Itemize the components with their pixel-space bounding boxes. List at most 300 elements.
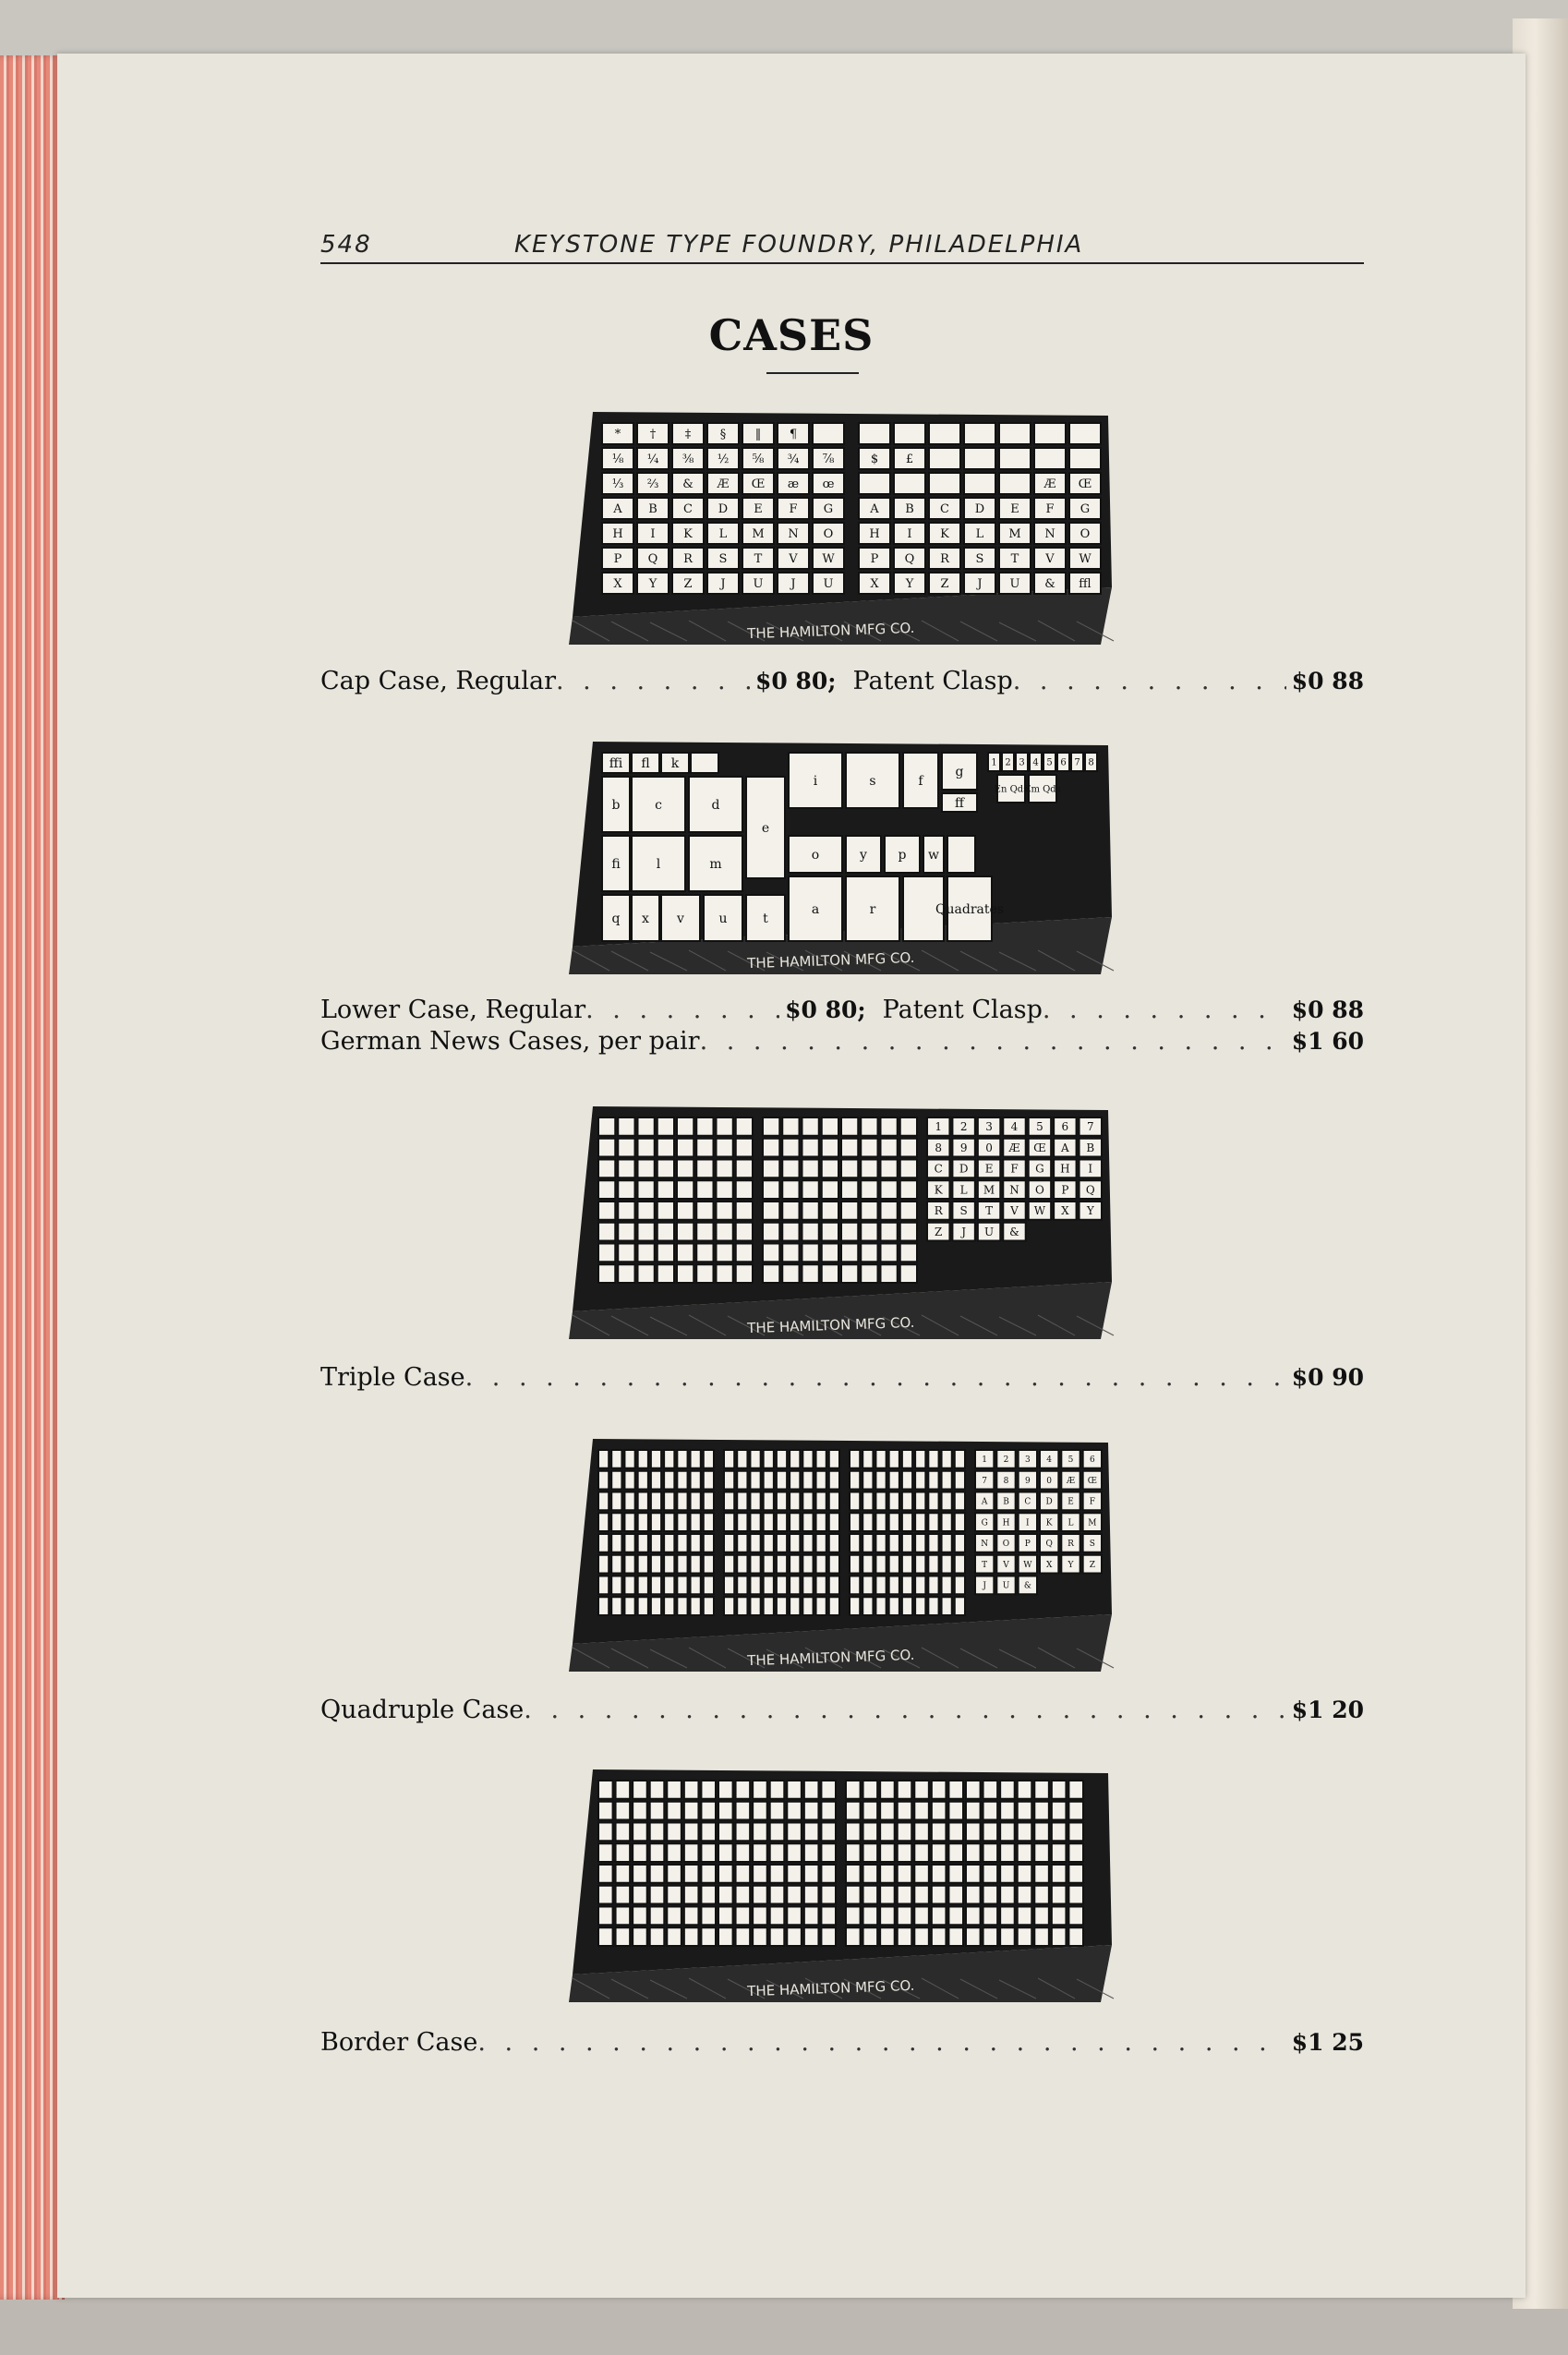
compartment	[650, 1823, 665, 1842]
compartment-label: C	[940, 502, 949, 517]
compartment	[736, 1202, 753, 1220]
compartment	[1034, 1927, 1049, 1946]
compartment	[915, 1450, 925, 1468]
compartment	[1052, 1907, 1067, 1926]
compartment-label: 5	[1036, 1120, 1043, 1134]
compartment-label: f	[918, 773, 923, 789]
compartment	[1034, 1781, 1049, 1799]
compartment	[638, 1450, 648, 1468]
compartment	[677, 1117, 694, 1136]
compartment	[736, 1886, 751, 1904]
compartment	[1000, 1781, 1015, 1799]
compartment	[829, 1555, 839, 1574]
compartment	[598, 1244, 615, 1262]
compartment	[875, 1471, 886, 1490]
compartment	[787, 1865, 802, 1883]
compartment	[696, 1223, 713, 1241]
compartment-label: G	[1080, 502, 1091, 517]
compartment-label: P	[1024, 1540, 1031, 1550]
compartment	[880, 1823, 895, 1842]
compartment-label: Œ	[751, 477, 766, 492]
compartment	[651, 1513, 661, 1531]
compartment-label: S	[1089, 1540, 1095, 1550]
compartment	[822, 1180, 838, 1199]
compartment	[1068, 1886, 1083, 1904]
compartment	[753, 1781, 767, 1799]
compartment	[611, 1555, 621, 1574]
compartment-label: &	[1009, 1225, 1019, 1238]
compartment-label: B	[905, 502, 914, 517]
compartment-label: X	[1061, 1204, 1069, 1218]
compartment	[802, 1117, 819, 1136]
compartment	[737, 1513, 747, 1531]
compartment	[1068, 1907, 1083, 1926]
compartment-label: I	[650, 527, 656, 542]
compartment-label: A	[981, 1497, 988, 1507]
compartment-label: E	[984, 1162, 994, 1176]
compartment	[677, 1180, 694, 1199]
compartment	[816, 1576, 826, 1595]
compartment-label: ⅞	[822, 453, 835, 467]
compartment	[770, 1907, 785, 1926]
compartment	[822, 1202, 838, 1220]
compartment	[718, 1865, 733, 1883]
compartment	[914, 1843, 929, 1862]
compartment	[787, 1907, 802, 1926]
compartment	[947, 836, 975, 873]
compartment	[881, 1139, 898, 1157]
border-case-caption: Border Case	[320, 2028, 478, 2057]
compartment	[696, 1264, 713, 1283]
compartment	[787, 1781, 802, 1799]
compartment-label: J	[790, 577, 796, 592]
compartment	[900, 1223, 917, 1241]
compartment	[691, 1597, 701, 1615]
compartment-label: K	[934, 1183, 943, 1197]
compartment	[966, 1802, 981, 1820]
compartment-label: u	[718, 911, 728, 926]
compartment	[664, 1471, 674, 1490]
compartment-label: O	[1035, 1183, 1044, 1197]
compartment	[616, 1907, 631, 1926]
compartment	[770, 1823, 785, 1842]
compartment-label: 7	[1074, 757, 1080, 768]
compartment-label: U	[1009, 577, 1020, 592]
compartment	[894, 473, 925, 494]
compartment	[902, 1450, 912, 1468]
compartment	[932, 1823, 947, 1842]
compartment	[763, 1223, 779, 1241]
compartment	[955, 1555, 965, 1574]
compartment	[875, 1597, 886, 1615]
compartment	[955, 1597, 965, 1615]
compartment-label: Z	[940, 577, 949, 592]
compartment-label: 6	[1060, 757, 1067, 768]
compartment-label: i	[813, 773, 818, 789]
compartment	[948, 1886, 963, 1904]
compartment	[816, 1471, 826, 1490]
compartment	[802, 1555, 813, 1574]
compartment	[948, 1907, 963, 1926]
compartment	[875, 1450, 886, 1468]
compartment	[598, 1202, 615, 1220]
compartment	[898, 1781, 912, 1799]
compartment	[881, 1160, 898, 1178]
compartment	[638, 1264, 655, 1283]
compartment-label: 5	[1046, 757, 1053, 768]
compartment	[902, 1471, 912, 1490]
compartment	[717, 1244, 733, 1262]
compartment	[804, 1781, 819, 1799]
compartment-label: b	[611, 797, 621, 813]
compartment	[704, 1492, 714, 1511]
compartment	[1069, 448, 1101, 469]
compartment	[929, 473, 960, 494]
compartment	[650, 1907, 665, 1926]
compartment	[932, 1927, 947, 1946]
compartment	[932, 1843, 947, 1862]
compartment	[948, 1802, 963, 1820]
compartment-label: U	[823, 577, 834, 592]
compartment-label: 4	[1032, 757, 1039, 768]
compartment	[736, 1139, 753, 1157]
compartment	[900, 1180, 917, 1199]
compartment	[777, 1576, 787, 1595]
compartment-label: ¼	[646, 453, 659, 467]
compartment	[880, 1907, 895, 1926]
compartment	[914, 1802, 929, 1820]
compartment-label: T	[985, 1204, 994, 1218]
compartment	[598, 1534, 609, 1552]
quadruple-case-price-line	[320, 1696, 1364, 1724]
compartment	[966, 1927, 981, 1946]
compartment-label: Æ	[717, 477, 730, 492]
compartment	[650, 1886, 665, 1904]
compartment	[861, 1223, 877, 1241]
compartment	[914, 1823, 929, 1842]
compartment	[667, 1802, 681, 1820]
compartment-label: J	[961, 1225, 967, 1238]
compartment-label: p	[898, 847, 907, 863]
compartment-label: s	[869, 773, 876, 789]
compartment	[616, 1927, 631, 1946]
compartment	[875, 1576, 886, 1595]
compartment	[638, 1513, 648, 1531]
compartment	[915, 1576, 925, 1595]
compartment-label: t	[763, 911, 768, 926]
compartment	[787, 1927, 802, 1946]
compartment-label: Æ	[1066, 1476, 1076, 1486]
compartment	[651, 1555, 661, 1574]
compartment	[900, 1139, 917, 1157]
compartment-label: 3	[1024, 1455, 1031, 1466]
compartment	[881, 1117, 898, 1136]
compartment	[724, 1513, 734, 1531]
compartment-label: ffl	[1079, 577, 1092, 592]
compartment	[880, 1843, 895, 1862]
compartment-label: P	[613, 552, 622, 567]
running-header	[320, 231, 1364, 264]
compartment	[928, 1555, 938, 1574]
compartment-label: V	[1003, 1560, 1009, 1570]
compartment	[724, 1471, 734, 1490]
compartment	[802, 1534, 813, 1552]
compartment	[763, 1160, 779, 1178]
compartment	[736, 1907, 751, 1926]
compartment-label: L	[959, 1183, 968, 1197]
compartment-label: r	[869, 901, 876, 917]
compartment	[862, 1513, 873, 1531]
compartment	[677, 1450, 687, 1468]
compartment	[928, 1597, 938, 1615]
compartment	[1018, 1823, 1032, 1842]
compartment	[770, 1865, 785, 1883]
compartment	[782, 1202, 799, 1220]
compartment	[822, 1139, 838, 1157]
compartment	[932, 1865, 947, 1883]
compartment	[657, 1264, 674, 1283]
compartment	[753, 1843, 767, 1862]
compartment	[598, 1223, 615, 1241]
compartment	[999, 473, 1031, 494]
compartment	[999, 423, 1031, 444]
lower-case-clasp-label: Patent Clasp	[882, 996, 1043, 1024]
compartment	[616, 1781, 631, 1799]
compartment	[948, 1781, 963, 1799]
compartment	[736, 1117, 753, 1136]
compartment	[932, 1886, 947, 1904]
compartment	[841, 1117, 858, 1136]
compartment	[763, 1264, 779, 1283]
compartment	[616, 1823, 631, 1842]
compartment	[1068, 1781, 1083, 1799]
compartment-label: T	[1010, 552, 1019, 567]
compartment	[718, 1781, 733, 1799]
compartment	[611, 1597, 621, 1615]
compartment-label: P	[1061, 1183, 1069, 1197]
compartment	[850, 1534, 860, 1552]
compartment	[1018, 1781, 1032, 1799]
compartment	[764, 1450, 774, 1468]
compartment	[667, 1886, 681, 1904]
compartment	[677, 1471, 687, 1490]
compartment-label: 3	[1019, 757, 1025, 768]
compartment	[638, 1597, 648, 1615]
compartment	[763, 1202, 779, 1220]
compartment	[598, 1886, 613, 1904]
compartment	[664, 1555, 674, 1574]
compartment	[638, 1117, 655, 1136]
compartment	[1034, 1865, 1049, 1883]
compartment	[787, 1886, 802, 1904]
compartment	[696, 1180, 713, 1199]
compartment	[875, 1555, 886, 1574]
compartment	[821, 1781, 836, 1799]
compartment	[942, 1555, 952, 1574]
compartment	[638, 1202, 655, 1220]
compartment	[724, 1576, 734, 1595]
compartment	[598, 1843, 613, 1862]
compartment	[750, 1576, 760, 1595]
compartment-label: *	[614, 428, 621, 442]
compartment-label: D	[1045, 1497, 1053, 1507]
compartment	[718, 1927, 733, 1946]
compartment	[701, 1865, 716, 1883]
compartment	[782, 1139, 799, 1157]
compartment	[736, 1264, 753, 1283]
compartment	[667, 1823, 681, 1842]
compartment	[611, 1513, 621, 1531]
compartment	[881, 1264, 898, 1283]
compartment	[677, 1139, 694, 1157]
compartment-label: l	[656, 856, 661, 872]
compartment-label: w	[928, 847, 939, 863]
compartment	[717, 1202, 733, 1220]
compartment-label: 6	[1089, 1455, 1095, 1466]
compartment-label: J	[983, 1581, 986, 1591]
compartment	[898, 1843, 912, 1862]
compartment	[764, 1513, 774, 1531]
compartment	[696, 1160, 713, 1178]
compartment	[790, 1534, 800, 1552]
compartment	[764, 1471, 774, 1490]
compartment	[966, 1907, 981, 1926]
compartment	[929, 423, 960, 444]
compartment	[999, 448, 1031, 469]
compartment	[850, 1492, 860, 1511]
compartment	[915, 1534, 925, 1552]
compartment	[861, 1264, 877, 1283]
compartment	[816, 1513, 826, 1531]
compartment	[684, 1865, 699, 1883]
compartment	[816, 1450, 826, 1468]
compartment-label: &	[682, 477, 694, 492]
compartment	[1034, 1823, 1049, 1842]
compartment-label: ff	[955, 795, 964, 811]
compartment	[717, 1139, 733, 1157]
compartment	[638, 1180, 655, 1199]
compartment-label: 8	[1003, 1476, 1009, 1486]
compartment	[770, 1781, 785, 1799]
compartment	[915, 1492, 925, 1511]
lower-case-caption: Lower Case, Regular	[320, 996, 586, 1024]
compartment	[1052, 1781, 1067, 1799]
compartment	[664, 1450, 674, 1468]
compartment	[829, 1513, 839, 1531]
compartment-label: J	[720, 577, 726, 592]
compartment-label: ⅝	[752, 453, 765, 467]
compartment	[790, 1576, 800, 1595]
compartment	[737, 1450, 747, 1468]
compartment	[764, 1534, 774, 1552]
compartment	[880, 1802, 895, 1820]
compartment-label: J	[977, 577, 983, 592]
compartment	[701, 1823, 716, 1842]
compartment	[850, 1597, 860, 1615]
compartment	[736, 1843, 751, 1862]
compartment	[966, 1843, 981, 1862]
compartment-label: H	[869, 527, 880, 542]
compartment	[618, 1139, 634, 1157]
compartment	[696, 1117, 713, 1136]
compartment	[633, 1865, 647, 1883]
compartment-label: ⅜	[681, 453, 694, 467]
lower-case-clasp-price: $0 88	[1291, 996, 1364, 1023]
cap-case-clasp-price: $0 88	[1291, 668, 1364, 694]
compartment-label: Y	[648, 577, 657, 592]
cap-case-price-line	[320, 667, 1364, 695]
compartment	[770, 1886, 785, 1904]
compartment	[880, 1781, 895, 1799]
compartment	[753, 1886, 767, 1904]
compartment	[638, 1534, 648, 1552]
compartment	[618, 1244, 634, 1262]
compartment	[850, 1450, 860, 1468]
compartment	[624, 1471, 634, 1490]
cap-case-caption: Cap Case, Regular	[320, 667, 556, 695]
compartment	[790, 1471, 800, 1490]
compartment-label: L	[975, 527, 984, 542]
compartment-label: æ	[787, 477, 800, 492]
compartment	[863, 1865, 878, 1883]
compartment	[829, 1492, 839, 1511]
compartment	[881, 1180, 898, 1199]
compartment	[964, 423, 995, 444]
compartment-label: G	[823, 502, 834, 517]
compartment	[942, 1597, 952, 1615]
compartment	[816, 1492, 826, 1511]
compartment	[1068, 1802, 1083, 1820]
compartment-label: V	[1045, 552, 1055, 567]
compartment-label: W	[1023, 1560, 1032, 1570]
compartment-label: E	[1010, 502, 1019, 517]
compartment	[691, 753, 718, 773]
compartment	[598, 1450, 609, 1468]
compartment	[684, 1823, 699, 1842]
compartment	[691, 1534, 701, 1552]
compartment	[618, 1264, 634, 1283]
compartment	[650, 1843, 665, 1862]
compartment	[822, 1264, 838, 1283]
compartment	[955, 1534, 965, 1552]
compartment-label: 7	[1086, 1120, 1094, 1134]
compartment	[618, 1202, 634, 1220]
compartment	[667, 1865, 681, 1883]
compartment	[1018, 1865, 1032, 1883]
compartment	[790, 1513, 800, 1531]
page-title: CASES	[708, 310, 874, 360]
compartment-label: œ	[822, 477, 835, 492]
compartment	[841, 1202, 858, 1220]
compartment	[598, 1160, 615, 1178]
compartment-label: 2	[959, 1120, 968, 1134]
compartment-label: 0	[1046, 1476, 1053, 1486]
compartment	[753, 1802, 767, 1820]
german-news-price-line	[320, 1027, 1364, 1056]
compartment	[863, 1907, 878, 1926]
border-case-illustration	[554, 1760, 1127, 2028]
compartment	[651, 1576, 661, 1595]
compartment	[737, 1555, 747, 1574]
compartment	[802, 1576, 813, 1595]
compartment	[657, 1180, 674, 1199]
compartment-label: Œ	[1087, 1476, 1097, 1486]
compartment-label: G	[981, 1518, 988, 1528]
compartment	[863, 1843, 878, 1862]
compartment	[782, 1264, 799, 1283]
compartment-label: H	[1060, 1162, 1070, 1176]
compartment	[598, 1471, 609, 1490]
